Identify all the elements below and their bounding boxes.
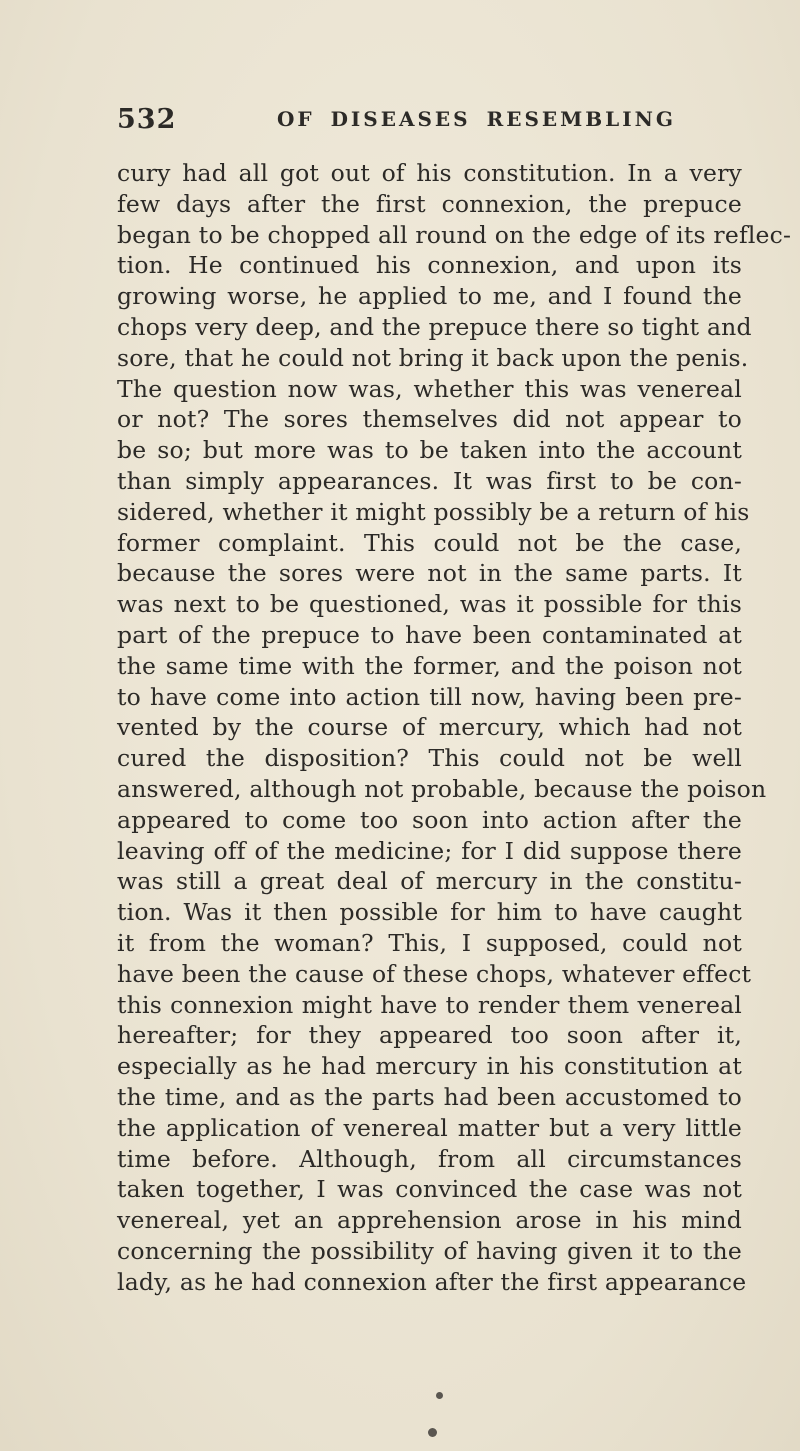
text-line: time before. Although, from all circumstances (117, 1144, 742, 1173)
text-line: began to be chopped all round on the edge of its reflec- (117, 220, 792, 249)
text-line: this connexion might have to render them venereal (117, 990, 742, 1019)
body-text (117, 158, 792, 1297)
text-line: concerning the possibility of having given it to the (117, 1236, 742, 1265)
page-number: 532 (117, 104, 177, 135)
text-line: tion. He continued his connexion, and upon its (117, 251, 742, 280)
text-line: vented by the course of mercury, which had not (117, 713, 742, 742)
ink-speck (428, 1428, 437, 1437)
text-line: especially as he had mercury in his constitution at (117, 1052, 742, 1081)
text-line: hereafter; for they appeared too soon after it, (117, 1021, 742, 1050)
text-line: appeared to come too soon into action after the (117, 805, 742, 834)
text-line: because the sores were not in the same parts. It (117, 559, 742, 588)
page-header (117, 104, 717, 144)
text-line: few days after the first connexion, the prepuce (117, 189, 742, 218)
text-line: venereal, yet an apprehension arose in his mind (117, 1206, 742, 1235)
text-line: The question now was, whether this was venereal (117, 374, 742, 403)
text-line: cury had all got out of his constitution. In a very (117, 159, 742, 187)
text-line: be so; but more was to be taken into the account (117, 436, 742, 465)
text-line: was still a great deal of mercury in the constitu- (117, 867, 742, 896)
text-line: part of the prepuce to have been contaminated at (117, 620, 742, 649)
text-line: have been the cause of these chops, whatever effect (117, 959, 752, 988)
text-line: tion. Was it then possible for him to have caught (117, 898, 742, 927)
text-line: the same time with the former, and the poison not (117, 651, 742, 680)
text-line: cured the disposition? This could not be well (117, 744, 742, 773)
text-line: the time, and as the parts had been accustomed to (117, 1082, 742, 1111)
running-title: OF DISEASES RESEMBLING (277, 107, 676, 131)
text-line: answered, although not probable, because the poison (117, 774, 767, 803)
text-line: taken together, I was convinced the case was not (117, 1175, 742, 1204)
text-line: it from the woman? This, I supposed, could not (117, 928, 742, 957)
ink-speck (436, 1392, 443, 1399)
text-line: sidered, whether it might possibly be a return of his (117, 497, 750, 526)
text-line: the application of venereal matter but a very little (117, 1113, 742, 1142)
text-line: sore, that he could not bring it back upon the penis. (117, 343, 749, 372)
text-line: growing worse, he applied to me, and I found the (117, 282, 742, 311)
text-line: to have come into action till now, having been pre- (117, 682, 742, 711)
text-line: chops very deep, and the prepuce there so tight and (117, 312, 752, 341)
text-line: former complaint. This could not be the case, (117, 528, 742, 557)
text-line: lady, as he had connexion after the first appearance (117, 1267, 747, 1296)
text-line: was next to be questioned, was it possible for this (117, 590, 742, 619)
text-line: than simply appearances. It was first to be con- (117, 466, 742, 495)
text-line: leaving off of the medicine; for I did suppose there (117, 836, 742, 865)
text-line: or not? The sores themselves did not appear to (117, 405, 742, 434)
